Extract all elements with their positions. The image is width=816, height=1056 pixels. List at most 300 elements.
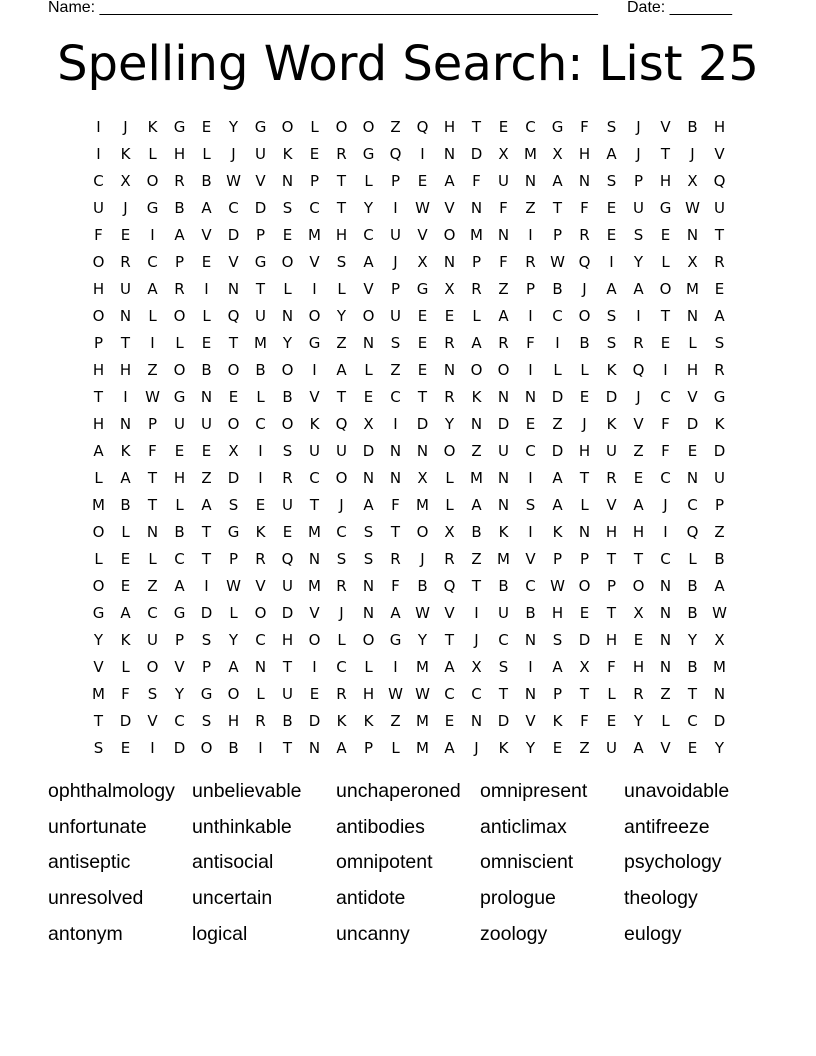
grid-letter: E [579,603,590,622]
grid-letter: E [606,198,617,217]
grid-letter: O [146,171,159,190]
grid-letter: F [391,576,400,595]
grid-letter: S [363,522,374,541]
grid-letter: J [339,603,344,622]
grid-letter: X [363,414,374,433]
grid-letter: W [388,684,403,703]
grid-letter: M [308,576,321,595]
grid-letter: O [173,306,186,325]
grid-letter: E [606,225,617,244]
grid-letter: E [120,738,131,757]
grid-letter: I [663,360,668,379]
grid-letter: L [121,657,130,676]
grid-letter: U [147,630,158,649]
grid-letter: Q [227,306,240,325]
grid-letter: Z [660,684,671,703]
grid-letter: M [308,522,321,541]
grid-letter: A [201,495,212,514]
grid-letter: V [525,549,536,568]
grid-letter: F [607,657,616,676]
grid-letter: V [309,603,320,622]
grid-letter: G [254,117,267,136]
grid-letter: L [337,279,346,298]
grid-letter: C [255,630,266,649]
grid-letter: D [308,711,321,730]
grid-letter: N [659,657,672,676]
grid-letter: A [714,576,725,595]
grid-letter: U [174,414,185,433]
grid-letter: I [312,360,317,379]
grid-letter: N [578,522,591,541]
grid-letter: Q [578,252,591,271]
grid-letter: L [148,306,157,325]
grid-letter: H [659,171,672,190]
grid-letter: V [714,144,725,163]
grid-letter: S [390,333,401,352]
grid-letter: L [283,279,292,298]
grid-letter: T [147,468,158,487]
grid-letter: U [633,198,644,217]
grid-letter: P [714,495,725,514]
grid-letter: U [498,441,509,460]
grid-letter: S [606,333,617,352]
grid-letter: L [256,684,265,703]
grid-letter: H [713,117,726,136]
grid-letter: A [606,144,617,163]
grid-letter: W [415,198,430,217]
grid-letter: M [416,657,429,676]
grid-letter: T [471,576,482,595]
grid-letter: B [201,171,212,190]
grid-letter: M [308,225,321,244]
grid-letter: B [201,360,212,379]
grid-letter: P [363,738,374,757]
grid-letter: Y [336,306,347,325]
grid-letter: R [390,549,401,568]
grid-letter: X [579,657,590,676]
grid-letter: L [472,306,481,325]
grid-letter: E [282,225,293,244]
grid-letter: N [470,414,483,433]
grid-letter: V [174,657,185,676]
grid-letter: O [227,414,240,433]
grid-letter: N [146,522,159,541]
grid-letter: B [174,522,185,541]
grid-letter: B [417,576,428,595]
grid-letter: G [173,603,186,622]
grid-letter: P [633,171,644,190]
grid-letter: Z [579,738,590,757]
grid-letter: O [443,441,456,460]
word-list-item: logical [192,922,248,945]
grid-letter: L [553,360,562,379]
grid-letter: H [92,279,105,298]
grid-letter: G [416,279,429,298]
grid-letter: P [174,252,185,271]
grid-letter: N [578,171,591,190]
grid-letter: A [633,279,644,298]
grid-letter: R [336,576,347,595]
grid-letter: Q [335,414,348,433]
date-field[interactable]: Date: _______ [627,0,732,16]
grid-letter: L [364,360,373,379]
grid-letter: B [552,279,563,298]
word-list-item: zoology [480,922,548,945]
grid-letter: Z [498,279,509,298]
grid-letter: F [661,441,670,460]
grid-letter: G [659,198,672,217]
grid-letter: O [92,576,105,595]
grid-letter: I [204,576,209,595]
grid-letter: R [714,252,725,271]
grid-letter: B [228,738,239,757]
grid-letter: H [605,522,618,541]
grid-letter: V [633,414,644,433]
grid-letter: L [202,306,211,325]
grid-letter: Z [390,117,401,136]
word-list-item: omnipresent [480,780,588,802]
grid-letter: U [93,198,104,217]
grid-letter: L [445,468,454,487]
grid-letter: I [609,252,614,271]
header-row [48,0,748,19]
grid-letter: P [228,549,239,568]
grid-letter: A [552,495,563,514]
grid-letter: R [498,333,509,352]
grid-letter: N [470,198,483,217]
grid-letter: N [200,387,213,406]
grid-letter: T [498,684,509,703]
grid-letter: E [120,225,131,244]
grid-letter: I [636,306,641,325]
grid-letter: I [393,414,398,433]
grid-letter: X [417,252,428,271]
grid-letter: Z [147,360,158,379]
grid-letter: U [498,171,509,190]
grid-letter: G [200,684,213,703]
grid-letter: V [255,171,266,190]
grid-letter: N [524,387,537,406]
grid-letter: H [173,144,186,163]
grid-letter: W [226,171,241,190]
grid-letter: F [580,711,589,730]
grid-letter: P [579,549,590,568]
grid-letter: L [661,711,670,730]
grid-letter: A [471,333,482,352]
grid-letter: T [255,279,266,298]
grid-letter: D [578,630,591,649]
grid-letter: Z [201,468,212,487]
grid-letter: J [231,144,236,163]
grid-letter: U [606,441,617,460]
grid-letter: X [687,252,698,271]
grid-letter: S [606,117,617,136]
grid-letter: M [92,684,105,703]
grid-letter: E [201,333,212,352]
grid-letter: Y [714,738,725,757]
grid-letter: N [443,252,456,271]
grid-letter: I [123,387,128,406]
grid-letter: A [147,279,158,298]
grid-letter: O [497,360,510,379]
grid-letter: C [552,306,563,325]
grid-letter: T [579,684,590,703]
grid-letter: S [147,684,158,703]
grid-letter: N [524,630,537,649]
grid-letter: V [444,198,455,217]
grid-letter: T [606,549,617,568]
grid-letter: P [606,576,617,595]
grid-letter: O [308,630,321,649]
grid-letter: O [308,306,321,325]
grid-letter: Q [686,522,699,541]
grid-letter: V [525,711,536,730]
grid-letter: B [687,576,698,595]
grid-letter: C [336,657,347,676]
grid-letter: W [415,684,430,703]
grid-letter: M [470,468,483,487]
grid-letter: Y [525,738,536,757]
grid-letter: H [92,414,105,433]
word-list-item: unthinkable [192,815,292,838]
grid-letter: R [255,549,266,568]
grid-letter: R [444,387,455,406]
grid-letter: Z [336,333,347,352]
grid-letter: Q [281,549,294,568]
grid-letter: S [201,630,212,649]
grid-letter: B [525,603,536,622]
grid-letter: N [443,360,456,379]
grid-letter: O [281,414,294,433]
grid-letter: T [552,198,563,217]
grid-letter: Z [390,360,401,379]
grid-letter: M [416,738,429,757]
grid-letter: J [636,387,641,406]
grid-letter: X [444,522,455,541]
grid-letter: W [415,603,430,622]
grid-letter: C [660,387,671,406]
grid-letter: M [254,333,267,352]
grid-letter: R [633,684,644,703]
grid-letter: T [606,603,617,622]
grid-letter: K [363,711,374,730]
grid-letter: I [96,117,101,136]
grid-letter: V [660,738,671,757]
grid-letter: R [444,549,455,568]
grid-letter: E [417,171,428,190]
grid-letter: H [443,117,456,136]
grid-letter: E [687,441,698,460]
grid-letter: S [93,738,104,757]
grid-letter: Q [389,144,402,163]
grid-letter: I [258,468,263,487]
grid-letter: T [714,225,725,244]
grid-letter: S [552,630,563,649]
grid-letter: F [391,495,400,514]
grid-letter: K [120,441,131,460]
grid-letter: W [145,387,160,406]
grid-letter: L [364,171,373,190]
grid-letter: I [393,198,398,217]
grid-letter: C [228,198,239,217]
grid-letter: T [471,117,482,136]
word-list-item: unresolved [48,887,144,910]
grid-letter: V [660,117,671,136]
grid-letter: R [471,279,482,298]
grid-letter: H [92,360,105,379]
grid-letter: V [93,657,104,676]
grid-letter: O [200,738,213,757]
grid-letter: D [227,225,240,244]
grid-letter: T [282,738,293,757]
grid-letter: L [607,684,616,703]
grid-letter: N [497,225,510,244]
grid-letter: Y [282,333,293,352]
grid-letter: T [201,549,212,568]
grid-letter: L [580,360,589,379]
grid-letter: N [308,549,321,568]
grid-letter: I [474,603,479,622]
grid-letter: M [92,495,105,514]
word-list-item: prologue [480,887,556,910]
word-list-item: uncanny [336,922,410,945]
grid-letter: P [552,549,563,568]
grid-letter: X [498,144,509,163]
grid-letter: V [687,387,698,406]
grid-letter: E [498,117,509,136]
grid-letter: N [362,576,375,595]
grid-letter: O [362,117,375,136]
grid-letter: A [606,279,617,298]
grid-letter: R [444,333,455,352]
grid-letter: Z [525,198,536,217]
grid-letter: T [444,630,455,649]
grid-letter: F [661,414,670,433]
grid-letter: T [282,657,293,676]
grid-letter: M [416,495,429,514]
grid-letter: N [389,441,402,460]
grid-letter: V [255,576,266,595]
grid-letter: F [499,198,508,217]
grid-letter: C [390,387,401,406]
grid-letter: E [282,522,293,541]
grid-letter: Q [713,171,726,190]
grid-letter: I [528,306,533,325]
grid-letter: V [444,603,455,622]
grid-letter: S [336,549,347,568]
word-list-item: antifreeze [624,815,710,838]
grid-letter: C [687,495,698,514]
grid-letter: C [93,171,104,190]
grid-letter: R [120,252,131,271]
grid-letter: V [201,225,212,244]
grid-letter: N [713,684,726,703]
grid-letter: C [525,576,536,595]
grid-letter: K [606,360,617,379]
grid-letter: A [444,657,455,676]
grid-letter: H [173,468,186,487]
grid-letter: L [310,117,319,136]
grid-letter: I [150,225,155,244]
grid-letter: O [632,576,645,595]
grid-letter: X [552,144,563,163]
grid-letter: W [550,576,565,595]
word-list-item: antidote [336,887,406,910]
grid-letter: Z [147,576,158,595]
name-field[interactable]: Name: ________________________________________________________ [48,0,598,16]
grid-letter: C [660,549,671,568]
grid-letter: K [498,522,509,541]
grid-letter: J [123,117,128,136]
grid-letter: O [254,603,267,622]
grid-letter: Y [633,252,644,271]
grid-letter: J [663,495,668,514]
grid-letter: E [552,738,563,757]
grid-letter: R [714,360,725,379]
grid-letter: N [281,306,294,325]
grid-letter: U [282,495,293,514]
grid-letter: I [312,279,317,298]
grid-letter: Y [228,630,239,649]
grid-letter: Y [93,630,104,649]
grid-letter: A [552,657,563,676]
grid-letter: S [336,252,347,271]
grid-letter: L [175,333,184,352]
grid-letter: B [282,387,293,406]
grid-letter: B [471,522,482,541]
grid-letter: K [309,414,320,433]
grid-letter: K [606,414,617,433]
grid-letter: A [93,441,104,460]
grid-letter: H [686,360,699,379]
grid-letter: A [471,495,482,514]
grid-letter: L [688,333,697,352]
grid-letter: H [632,657,645,676]
grid-letter: C [525,441,536,460]
grid-letter: T [390,522,401,541]
grid-letter: C [309,198,320,217]
grid-letter: E [417,360,428,379]
grid-letter: U [255,144,266,163]
grid-letter: T [201,522,212,541]
grid-letter: O [335,468,348,487]
grid-letter: N [497,495,510,514]
grid-letter: O [92,252,105,271]
grid-letter: X [687,171,698,190]
grid-letter: P [93,333,104,352]
grid-letter: S [606,306,617,325]
grid-letter: U [201,414,212,433]
grid-letter: A [552,468,563,487]
grid-letter: O [659,279,672,298]
grid-letter: O [281,360,294,379]
grid-letter: G [551,117,564,136]
grid-letter: O [578,576,591,595]
grid-letter: S [606,171,617,190]
grid-letter: A [120,468,131,487]
grid-letter: L [364,657,373,676]
grid-letter: C [444,684,455,703]
grid-letter: X [444,279,455,298]
grid-letter: C [309,468,320,487]
grid-letter: F [148,441,157,460]
grid-letter: T [660,306,671,325]
grid-letter: Y [228,117,239,136]
word-list-item: unavoidable [624,780,730,802]
grid-letter: G [227,522,240,541]
grid-letter: L [337,630,346,649]
grid-letter: B [498,576,509,595]
